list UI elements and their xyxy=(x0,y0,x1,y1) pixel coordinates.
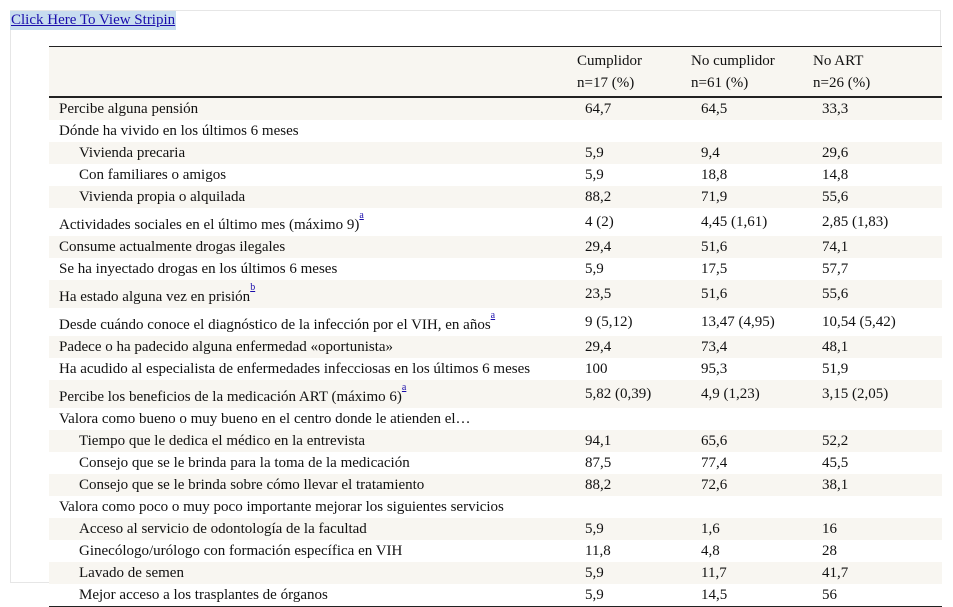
col-name: No cumplidor xyxy=(691,53,775,69)
cell-no-cumplidor: 1,6 xyxy=(701,521,720,537)
cell-no-art xyxy=(813,496,942,518)
table-row xyxy=(49,164,942,186)
row-label-text: Vivienda precaria xyxy=(79,145,186,161)
cell-cumplidor: 9 (5,12) xyxy=(585,314,633,330)
cell-no-cumplidor: 17,5 xyxy=(701,261,728,277)
row-label xyxy=(49,408,577,430)
cell-cumplidor: 5,9 xyxy=(585,521,604,537)
table-row xyxy=(49,496,942,518)
table-row xyxy=(49,474,942,496)
cell-no-art: 33,3 xyxy=(822,101,849,117)
header-col-2 xyxy=(691,47,813,98)
row-label xyxy=(49,452,577,474)
table-row xyxy=(49,186,942,208)
row-label-text: Consume actualmente drogas ilegales xyxy=(59,239,286,255)
cell-no-cumplidor xyxy=(691,496,813,518)
row-label xyxy=(49,540,577,562)
cell-no-art: 74,1 xyxy=(822,239,849,255)
cell-cumplidor: 88,2 xyxy=(585,189,612,205)
footnote-link[interactable]: a xyxy=(490,310,496,321)
table-row xyxy=(49,280,942,308)
cell-cumplidor: 5,9 xyxy=(585,145,604,161)
col-n: n=61 (%) xyxy=(691,75,749,91)
cell-no-cumplidor: 51,6 xyxy=(701,286,728,302)
cell-cumplidor: 29,4 xyxy=(585,339,612,355)
cell-no-cumplidor: 13,47 (4,95) xyxy=(701,314,775,330)
table-row xyxy=(49,540,942,562)
footnote-link[interactable]: a xyxy=(359,210,364,221)
cell-no-art: 52,2 xyxy=(822,433,849,449)
cell-no-art: 55,6 xyxy=(822,189,849,205)
cell-cumplidor: 5,9 xyxy=(585,167,604,183)
cell-no-art: 28 xyxy=(822,543,837,559)
row-label xyxy=(49,496,577,518)
cell-no-cumplidor: 72,6 xyxy=(701,477,728,493)
cell-no-art: 48,1 xyxy=(822,339,849,355)
row-label xyxy=(49,474,577,496)
row-label-text: Percibe alguna pensión xyxy=(59,101,199,117)
row-label xyxy=(49,208,577,236)
cell-no-art: 51,9 xyxy=(822,361,849,377)
cell-cumplidor: 4 (2) xyxy=(585,214,614,230)
row-label-text: Valora como poco o muy poco importante mejorar los siguientes servicios xyxy=(59,499,504,515)
header-col-1 xyxy=(577,47,691,98)
row-label-text: Ginecólogo/urólogo con formación específica en VIH xyxy=(79,543,403,559)
table-row xyxy=(49,208,942,236)
cell-no-art: 29,6 xyxy=(822,145,849,161)
table-row xyxy=(49,336,942,358)
cell-cumplidor: 5,82 (0,39) xyxy=(585,386,652,402)
cell-cumplidor: 88,2 xyxy=(585,477,612,493)
cell-cumplidor xyxy=(577,120,691,142)
cell-cumplidor: 11,8 xyxy=(585,543,611,559)
row-label xyxy=(49,236,577,258)
row-label-text: Consejo que se le brinda sobre cómo llevar el tratamiento xyxy=(79,477,425,493)
cell-no-art xyxy=(813,120,942,142)
cell-no-cumplidor: 11,7 xyxy=(701,565,727,581)
cell-cumplidor: 23,5 xyxy=(585,286,612,302)
cell-no-art: 38,1 xyxy=(822,477,849,493)
row-label-text: Con familiares o amigos xyxy=(79,167,227,183)
table-row xyxy=(49,584,942,607)
table-row xyxy=(49,358,942,380)
table-row xyxy=(49,120,942,142)
table-row xyxy=(49,430,942,452)
cell-cumplidor: 5,9 xyxy=(577,584,691,607)
table-row xyxy=(49,258,942,280)
row-label-text: Ha acudido al especialista de enfermedades infecciosas en los últimos 6 meses xyxy=(59,361,531,377)
cell-cumplidor: 5,9 xyxy=(585,565,604,581)
table-row xyxy=(49,142,942,164)
row-label-text: Ha estado alguna vez en prisión xyxy=(59,289,251,305)
table-row xyxy=(49,518,942,540)
row-label-text: Consejo que se le brinda para la toma de la medicación xyxy=(79,455,410,471)
cell-no-art: 55,6 xyxy=(822,286,849,302)
cell-cumplidor xyxy=(577,408,691,430)
row-label xyxy=(49,120,577,142)
table-header xyxy=(49,47,942,98)
cell-no-cumplidor: 4,45 (1,61) xyxy=(701,214,768,230)
cell-no-cumplidor: 14,5 xyxy=(691,584,813,607)
cell-no-cumplidor: 71,9 xyxy=(701,189,728,205)
col-name: No ART xyxy=(813,53,864,69)
cell-no-art: 3,15 (2,05) xyxy=(822,386,889,402)
cell-no-cumplidor: 51,6 xyxy=(701,239,728,255)
row-label-text: Se ha inyectado drogas en los últimos 6 meses xyxy=(59,261,338,277)
cell-no-art: 10,54 (5,42) xyxy=(822,314,896,330)
footnote-link[interactable]: b xyxy=(250,282,256,293)
cell-no-art: 16 xyxy=(822,521,837,537)
cell-no-cumplidor: 9,4 xyxy=(701,145,720,161)
cell-cumplidor: 64,7 xyxy=(585,101,612,117)
footnote-link[interactable]: a xyxy=(401,382,407,393)
row-label xyxy=(49,258,577,280)
row-label-text: Valora como bueno o muy bueno en el centro donde le atienden el… xyxy=(59,411,471,427)
cell-cumplidor: 100 xyxy=(585,361,608,377)
table-row xyxy=(49,308,942,336)
cell-no-cumplidor: 65,6 xyxy=(701,433,728,449)
cell-no-cumplidor: 73,4 xyxy=(701,339,728,355)
cell-no-art xyxy=(813,408,942,430)
row-label xyxy=(49,562,577,584)
cell-no-cumplidor xyxy=(691,408,813,430)
col-n: n=26 (%) xyxy=(813,75,871,91)
row-label-text: Vivienda propia o alquilada xyxy=(79,189,246,205)
cell-no-cumplidor: 95,3 xyxy=(701,361,728,377)
view-stripin-link[interactable]: Click Here To View Stripin xyxy=(11,12,176,28)
table-row xyxy=(49,236,942,258)
row-label xyxy=(49,584,577,607)
col-n: n=17 (%) xyxy=(577,75,635,91)
table-row xyxy=(49,380,942,408)
cell-no-art: 14,8 xyxy=(822,167,849,183)
cell-no-cumplidor: 4,8 xyxy=(701,543,720,559)
cell-no-art: 2,85 (1,83) xyxy=(822,214,889,230)
cell-no-cumplidor: 4,9 (1,23) xyxy=(701,386,760,402)
row-label-text: Dónde ha vivido en los últimos 6 meses xyxy=(59,123,299,139)
row-label-text: Mejor acceso a los trasplantes de órganos xyxy=(79,587,328,603)
cell-no-cumplidor xyxy=(691,120,813,142)
row-label xyxy=(49,430,577,452)
data-table xyxy=(49,46,942,607)
header-col-3 xyxy=(813,47,942,98)
row-label xyxy=(49,142,577,164)
table-row xyxy=(49,408,942,430)
row-label xyxy=(49,358,577,380)
row-label-text: Tiempo que le dedica el médico en la entrevista xyxy=(79,433,366,449)
cell-no-art: 41,7 xyxy=(822,565,849,581)
row-label xyxy=(49,97,577,120)
cell-no-cumplidor: 77,4 xyxy=(701,455,728,471)
cell-cumplidor: 94,1 xyxy=(585,433,612,449)
row-label-text: Percibe los beneficios de la medicación ART (máximo 6) xyxy=(59,389,402,405)
row-label xyxy=(49,164,577,186)
cell-no-art: 57,7 xyxy=(822,261,849,277)
cell-cumplidor: 29,4 xyxy=(585,239,612,255)
cell-no-cumplidor: 64,5 xyxy=(701,101,728,117)
cell-cumplidor xyxy=(577,496,691,518)
row-label xyxy=(49,518,577,540)
row-label xyxy=(49,280,577,308)
table-row xyxy=(49,97,942,120)
cell-no-cumplidor: 18,8 xyxy=(701,167,728,183)
row-label xyxy=(49,336,577,358)
row-label-text: Actividades sociales en el último mes (máximo 9) xyxy=(59,217,360,233)
table-row xyxy=(49,562,942,584)
row-label xyxy=(49,380,577,408)
row-label-text: Padece o ha padecido alguna enfermedad «oportunista» xyxy=(59,339,394,355)
header-blank xyxy=(49,47,577,98)
row-label xyxy=(49,308,577,336)
cell-no-art: 56 xyxy=(813,584,942,607)
cell-cumplidor: 5,9 xyxy=(585,261,604,277)
col-name: Cumplidor xyxy=(577,53,643,69)
cell-no-art: 45,5 xyxy=(822,455,849,471)
row-label-text: Desde cuándo conoce el diagnóstico de la infección por el VIH, en años xyxy=(59,317,491,333)
row-label xyxy=(49,186,577,208)
row-label-text: Acceso al servicio de odontología de la facultad xyxy=(79,521,367,537)
row-label-text: Lavado de semen xyxy=(79,565,184,581)
table-row xyxy=(49,452,942,474)
cell-cumplidor: 87,5 xyxy=(585,455,612,471)
